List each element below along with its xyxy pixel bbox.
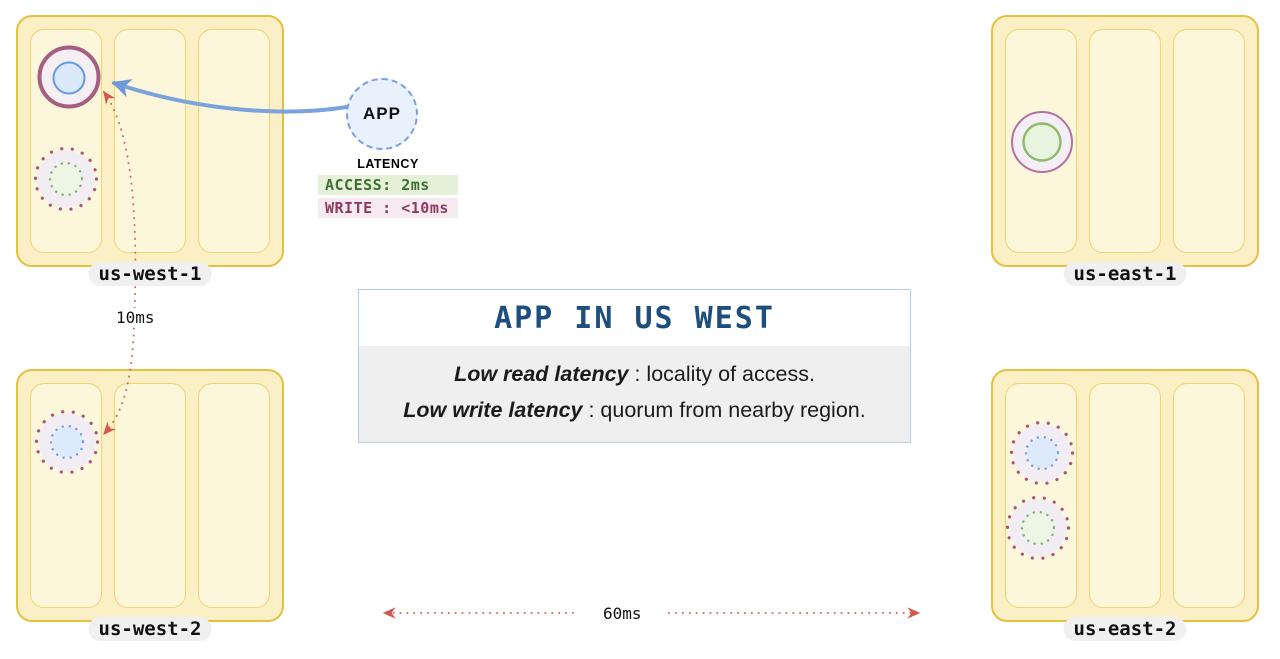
info-box-title: APP IN US WEST [359,290,910,346]
app-node [346,78,418,150]
node-column [30,383,102,608]
latency-label-60ms: 60ms [599,604,646,623]
node-column [1005,383,1077,608]
node-column [114,383,186,608]
info-box-body [359,346,910,442]
region-us-east-1 [991,15,1259,285]
info-line-write-term: Low write latency [403,398,583,422]
region-label-us-west-1 [89,262,212,286]
node-column [198,29,270,253]
info-line-write-rest: : quorum from nearby region. [582,398,866,422]
region-label-text: us-west-1 [98,263,202,285]
app-label: APP [363,104,401,123]
node-column [114,29,186,253]
write-latency-chip: WRITE : <10ms [318,198,458,218]
node-column [1089,383,1161,608]
access-latency-chip: ACCESS: 2ms [318,175,458,195]
latency-panel-title: LATENCY [357,157,419,171]
info-line-read [365,356,904,392]
info-line-read-term: Low read latency [454,362,629,386]
node-column [1173,29,1245,253]
region-label-text: us-east-2 [1073,618,1177,640]
region-label-text: us-west-2 [98,618,202,640]
node-column [1005,29,1077,253]
region-label-text: us-east-1 [1073,263,1177,285]
node-column [198,383,270,608]
region-label-us-east-2 [1064,617,1187,641]
region-us-west-2 [16,369,284,640]
info-line-write [365,392,904,428]
region-us-west-1 [16,15,284,285]
info-line-read-rest: : locality of access. [628,362,815,386]
node-column [1089,29,1161,253]
region-us-east-2 [991,369,1259,640]
region-label-us-west-2 [89,617,212,641]
node-column [1173,383,1245,608]
latency-label-10ms: 10ms [112,308,159,327]
info-box [358,289,911,443]
node-column [30,29,102,253]
region-label-us-east-1 [1064,262,1187,286]
latency-panel [318,157,458,221]
